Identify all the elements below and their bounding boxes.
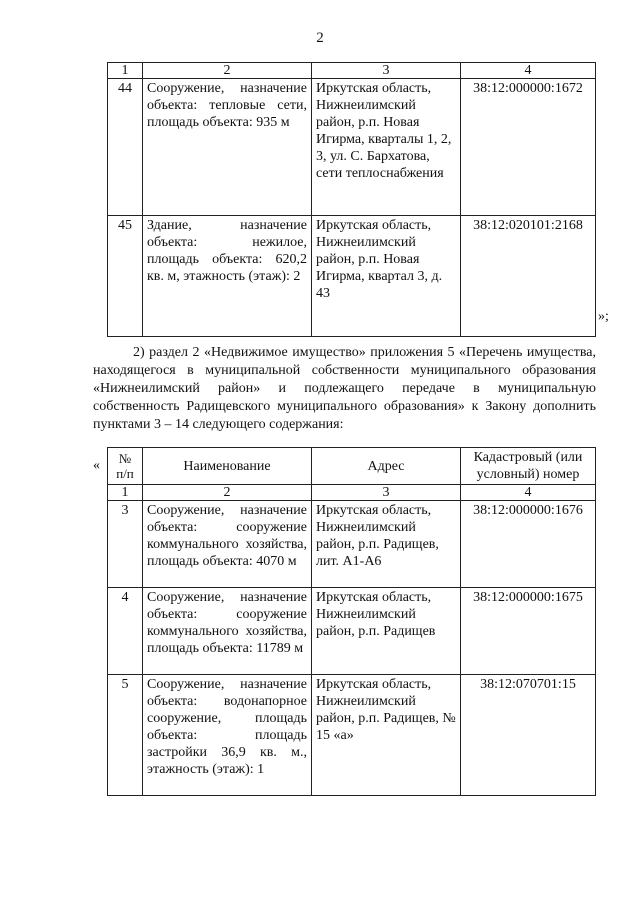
table-row [108, 216, 596, 337]
colnum-3: 3 [312, 485, 461, 501]
property-table-continued [107, 62, 596, 337]
object-address: Иркутская область, Нижнеилимский район, р.п. Новая Игирма, квартал 3, д. 43 [312, 216, 461, 337]
cadastral-number: 38:12:020101:2168 [461, 216, 596, 337]
header-cadastral: Кадастровый (или условный) номер [461, 448, 596, 485]
header-name: Наименование [143, 448, 312, 485]
cadastral-number: 38:12:000000:1672 [461, 79, 596, 216]
colnum-2: 2 [143, 63, 312, 79]
object-name: Сооружение, назначение объекта: сооружение коммунального хозяйства, площадь объекта: 11789 м [143, 588, 312, 675]
row-number: 44 [108, 79, 143, 216]
opening-quote-mark: « [93, 458, 100, 473]
object-name: Сооружение, назначение объекта: тепловые сети, площадь объекта: 935 м [143, 79, 312, 216]
colnum-1: 1 [108, 63, 143, 79]
header-address: Адрес [312, 448, 461, 485]
object-address: Иркутская область, Нижнеилимский район, р.п. Радищев, № 15 «а» [312, 675, 461, 796]
object-name: Сооружение, назначение объекта: водонапорное сооружение, площадь объекта: площадь застройки 36,9 кв. м., этажность (этаж): 1 [143, 675, 312, 796]
cadastral-number: 38:12:000000:1676 [461, 501, 596, 588]
row-number: 4 [108, 588, 143, 675]
object-name: Сооружение, назначение объекта: сооружение коммунального хозяйства, площадь объекта: 4070 м [143, 501, 312, 588]
property-table-new-items [107, 447, 596, 796]
colnum-4: 4 [461, 485, 596, 501]
table-row [108, 501, 596, 588]
column-number-row [108, 63, 596, 79]
row-number: 3 [108, 501, 143, 588]
colnum-4: 4 [461, 63, 596, 79]
colnum-1: 1 [108, 485, 143, 501]
header-num: № п/п [108, 448, 143, 485]
table-header-row [108, 448, 596, 485]
table-row [108, 675, 596, 796]
table-row [108, 588, 596, 675]
object-name: Здание, назначение объекта: нежилое, площадь объекта: 620,2 кв. м, этажность (этаж): 2 [143, 216, 312, 337]
table-row [108, 79, 596, 216]
amendment-paragraph: 2) раздел 2 «Недвижимое имущество» приложения 5 «Перечень имущества, находящегося в муниципальной собственности муниципального образования «Нижнеилимский район» и подлежащего передаче в муниципальную собственность Радищевского муниципального образования» к Закону дополнить пунктами 3 – 14 следующего содержания: [93, 345, 596, 432]
object-address: Иркутская область, Нижнеилимский район, р.п. Радищев, лит. А1-А6 [312, 501, 461, 588]
column-number-row [108, 485, 596, 501]
row-number: 45 [108, 216, 143, 337]
object-address: Иркутская область, Нижнеилимский район, р.п. Радищев [312, 588, 461, 675]
object-address: Иркутская область, Нижнеилимский район, р.п. Новая Игирма, кварталы 1, 2, 3, ул. С. Бархатова, сети теплоснабжения [312, 79, 461, 216]
page-number: 2 [316, 30, 324, 46]
closing-quote-mark: »; [598, 309, 609, 324]
row-number: 5 [108, 675, 143, 796]
colnum-2: 2 [143, 485, 312, 501]
cadastral-number: 38:12:000000:1675 [461, 588, 596, 675]
cadastral-number: 38:12:070701:15 [461, 675, 596, 796]
colnum-3: 3 [312, 63, 461, 79]
